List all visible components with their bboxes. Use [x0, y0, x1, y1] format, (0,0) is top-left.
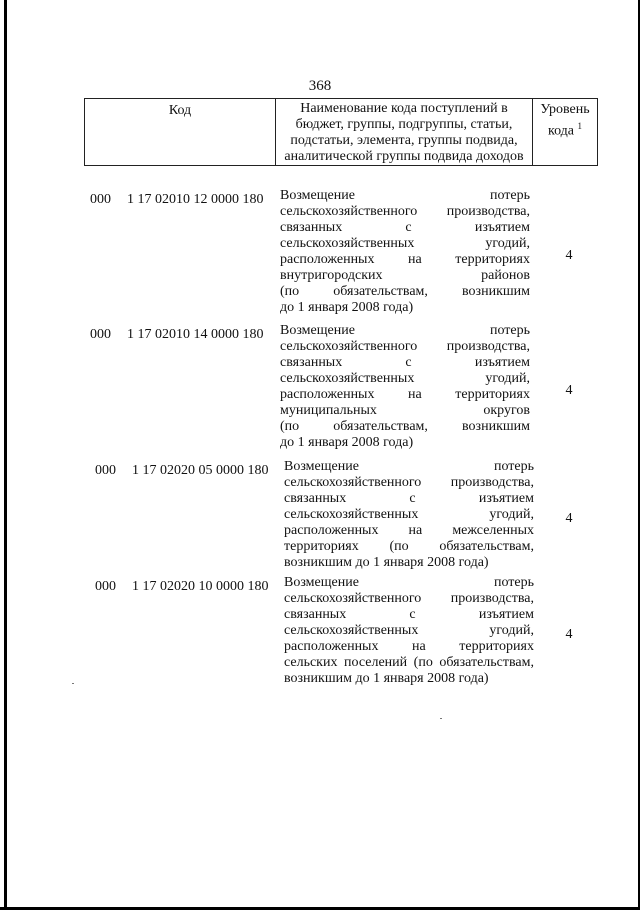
row-name-line: Возмещение потерь: [284, 459, 534, 474]
row-name-line: сельскохозяйственных угодий,: [280, 236, 530, 251]
row-name: [280, 323, 530, 451]
row-name-line: муниципальных округов: [280, 403, 530, 418]
row-name-line: связанных с изъятием: [280, 355, 530, 370]
scan-speck: [440, 718, 442, 719]
row-code-prefix: 000: [90, 327, 111, 342]
row-level: 4: [565, 383, 573, 398]
row-name-line: Возмещение потерь: [280, 188, 530, 203]
row-name-line: расположенных на территориях: [284, 639, 534, 654]
row-name-line: связанных с изъятием: [284, 607, 534, 622]
header-name-line: бюджет, группы, подгруппы, статьи,: [295, 117, 513, 132]
row-name: [284, 575, 534, 687]
header-level-line: Уровень: [540, 102, 590, 117]
row-name-line: Возмещение потерь: [280, 323, 530, 338]
row-code-prefix: 000: [95, 463, 116, 478]
header-level-line: [533, 118, 597, 140]
row-name-line: связанных с изъятием: [284, 491, 534, 506]
row-code: 1 17 02010 12 0000 180: [127, 192, 264, 207]
row-name-line: сельскохозяйственного производства,: [280, 204, 530, 219]
row-code-prefix: 000: [95, 579, 116, 594]
row-name-line: сельскохозяйственного производства,: [284, 591, 534, 606]
row-name-line: Возмещение потерь: [284, 575, 534, 590]
header-name-line: Наименование кода поступлений в: [300, 101, 508, 116]
row-name-line: внутригородских районов: [280, 268, 530, 283]
row-code: 1 17 02020 05 0000 180: [132, 463, 269, 478]
row-level: 4: [565, 627, 573, 642]
row-code-prefix: 000: [90, 192, 111, 207]
row-code: 1 17 02020 10 0000 180: [132, 579, 269, 594]
row-name-line: сельскохозяйственного производства,: [280, 339, 530, 354]
page-number: 368: [308, 78, 332, 94]
header-name-line: подстатьи, элемента, группы подвида,: [290, 133, 518, 148]
header-code: Код: [85, 99, 276, 165]
header-level: [533, 99, 597, 165]
row-name-line: сельскохозяйственных угодий,: [284, 623, 534, 638]
row-level: 4: [565, 248, 573, 263]
row-name-line: (по обязательствам, возникшим: [280, 284, 530, 299]
table-header: [84, 98, 598, 166]
footnote-marker: 1: [577, 121, 583, 131]
row-name-line: расположенных на территориях: [280, 252, 530, 267]
row-name-line: возникшим до 1 января 2008 года): [284, 671, 489, 686]
row-name-line: расположенных на территориях: [280, 387, 530, 402]
row-name-line: сельских поселений (по обязательствам,: [284, 655, 534, 670]
row-name-line: сельскохозяйственных угодий,: [280, 371, 530, 386]
row-name-line: до 1 января 2008 года): [280, 435, 414, 450]
row-name-line: до 1 января 2008 года): [280, 300, 414, 315]
row-name-line: расположенных на межселенных: [284, 523, 534, 538]
row-code: 1 17 02010 14 0000 180: [127, 327, 264, 342]
header-name-line: аналитической группы подвида доходов: [284, 149, 524, 164]
row-name-line: территориях (по обязательствам,: [284, 539, 534, 554]
row-name-line: (по обязательствам, возникшим: [280, 419, 530, 434]
row-name-line: сельскохозяйственного производства,: [284, 475, 534, 490]
row-name-line: возникшим до 1 января 2008 года): [284, 555, 489, 570]
header-level-word: кода: [547, 123, 575, 139]
row-name-line: связанных с изъятием: [280, 220, 530, 235]
row-name: [280, 188, 530, 316]
row-level: 4: [565, 511, 573, 526]
scan-speck: [72, 683, 74, 684]
header-name: [276, 99, 533, 165]
row-name: [284, 459, 534, 571]
row-name-line: сельскохозяйственных угодий,: [284, 507, 534, 522]
scan-edge-left: [4, 0, 7, 910]
